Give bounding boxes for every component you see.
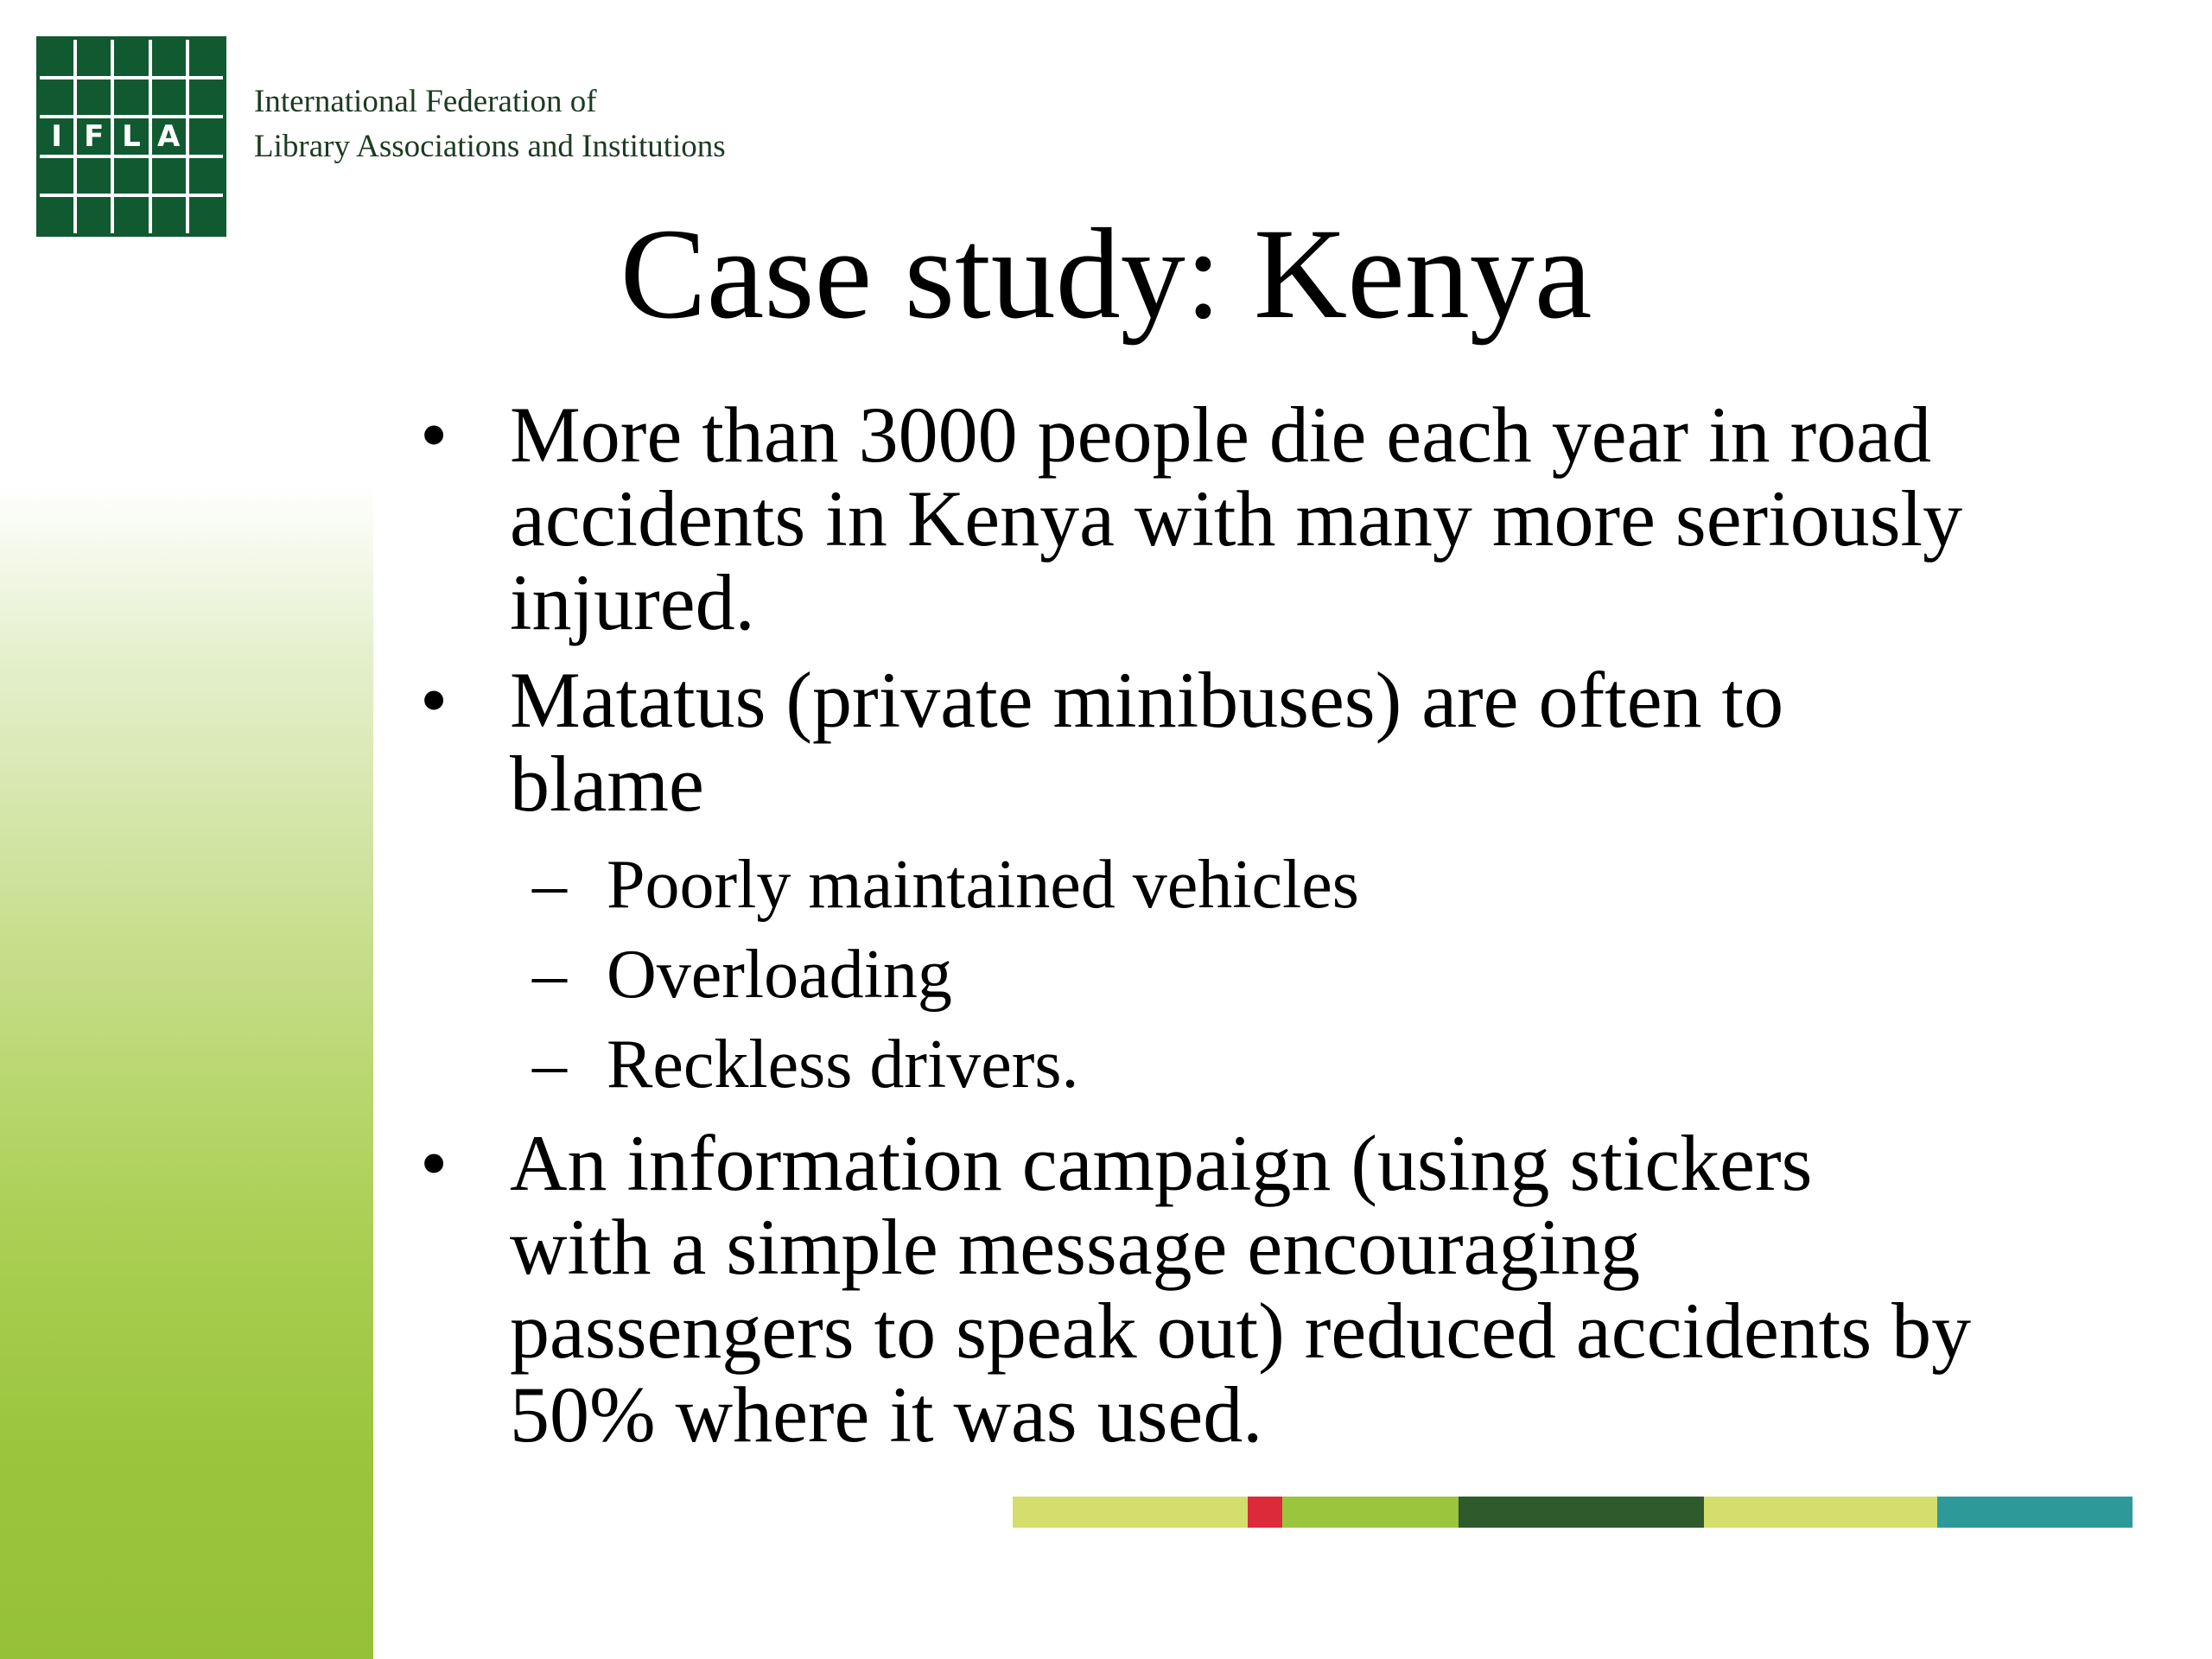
sub-bullet-text: Reckless drivers. [607, 1027, 1079, 1103]
logo-letter-l: L [114, 118, 148, 155]
sub-bullet-text: Poorly maintained vehicles [607, 847, 1359, 923]
bullet-marker: • [420, 391, 448, 479]
logo-cell [114, 158, 148, 194]
logo-cell [152, 158, 186, 194]
logo-letter-a: A [152, 118, 186, 155]
color-bar-segment [1937, 1497, 2133, 1528]
bullet-line: blame [510, 740, 704, 828]
organization-name [254, 79, 726, 169]
bullet-marker: • [420, 656, 448, 744]
color-bar-segment [1459, 1497, 1704, 1528]
bullet-line: with a simple message encouraging [510, 1203, 1641, 1291]
sub-bullet-marker: – [532, 847, 567, 923]
logo-cell [40, 79, 73, 116]
logo-cell [152, 40, 186, 76]
sub-bullet-list [420, 840, 2148, 1109]
bullet-line: passengers to speak out) reduced accidents by [510, 1287, 1972, 1375]
bullet-item [420, 393, 2148, 645]
logo-cell [77, 158, 111, 194]
color-bar-segment [1704, 1497, 1937, 1528]
color-bar-segment [1013, 1497, 1248, 1528]
logo-cell [189, 118, 223, 155]
sub-bullet-marker: – [532, 937, 567, 1013]
color-bar-segment [1282, 1497, 1459, 1528]
logo-cell [114, 40, 148, 76]
side-gradient-panel [0, 484, 373, 1659]
color-bar-segment [1248, 1497, 1282, 1528]
sub-bullet-item [420, 930, 2148, 1020]
sub-bullet-text: Overloading [607, 937, 952, 1013]
bullet-line: An information campaign (using stickers [510, 1119, 1813, 1207]
bullet-line: accidents in Kenya with many more seriously [510, 474, 1963, 563]
sub-bullet-item [420, 840, 2148, 930]
bullet-item [420, 1119, 2148, 1459]
org-name-line-2: Library Associations and Institutions [254, 129, 726, 164]
logo-letter-i: I [40, 118, 73, 155]
bullet-line: injured. [510, 558, 755, 646]
logo-cell [40, 158, 73, 194]
logo-cell [152, 79, 186, 116]
bullet-line: More than 3000 people die each year in road [510, 391, 1932, 479]
bullet-line: 50% where it was used. [510, 1370, 1263, 1459]
org-name-line-1: International Federation of [254, 84, 597, 119]
logo-cell [189, 79, 223, 116]
logo-cell [189, 40, 223, 76]
logo-cell [40, 40, 73, 76]
sub-bullet-marker: – [532, 1027, 567, 1103]
sub-bullet-item [420, 1020, 2148, 1109]
logo-cell [77, 79, 111, 116]
logo-cell [77, 40, 111, 76]
bullet-item [420, 658, 2148, 826]
slide-title: Case study: Kenya [620, 202, 1592, 346]
slide-body [420, 393, 2148, 1471]
bullet-line: Matatus (private minibuses) are often to [510, 656, 1784, 744]
logo-letter-f: F [77, 118, 111, 155]
footer-color-bar [1013, 1497, 2133, 1528]
logo-cell [114, 79, 148, 116]
logo-cell [189, 158, 223, 194]
bullet-marker: • [420, 1119, 448, 1207]
